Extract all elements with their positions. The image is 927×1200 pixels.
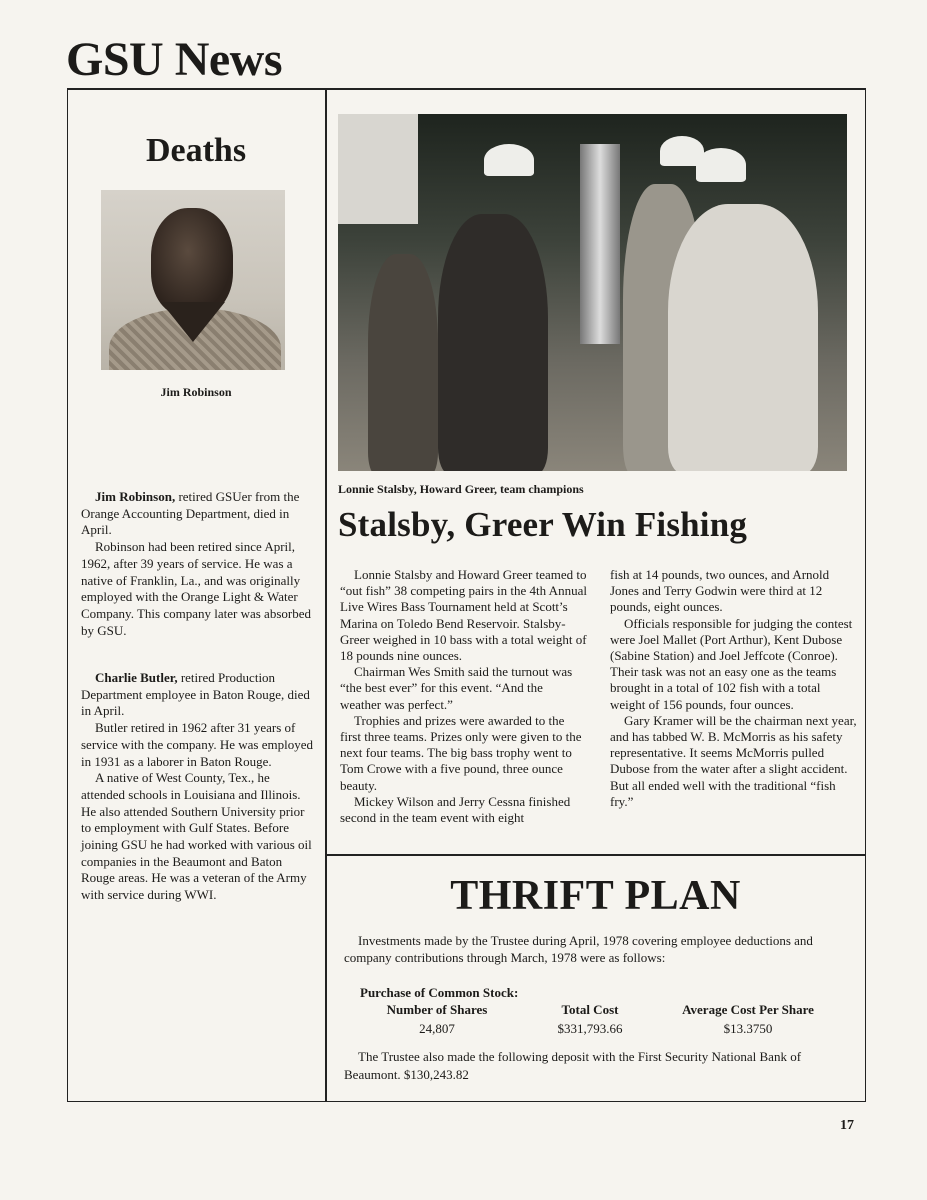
column-header: Total Cost (561, 1002, 619, 1017)
article-paragraph: Mickey Wilson and Jerry Cessna finished second in the team event with eight (340, 793, 571, 826)
column-header: Average Cost Per Share (682, 1002, 814, 1017)
obituary-lead: Charlie Butler, retired Production Department employee in Baton Rouge, died in April. (81, 670, 310, 719)
robinson-portrait (101, 190, 285, 370)
article-paragraph: Gary Kramer will be the chairman next year, and has tabbed W. B. McMorris as his safety representative. It seems McMorris pulled Dubose from the water after a slight accident. But all ended well with the traditional “fish fry.” (610, 712, 857, 809)
stock-column-average-cost (668, 1000, 828, 1038)
column-value: $331,793.66 (557, 1021, 623, 1036)
column-divider (325, 88, 327, 1101)
masthead-title: GSU News (66, 33, 283, 86)
obituary-butler (81, 670, 313, 904)
fishing-headline: Stalsby, Greer Win Fishing (338, 505, 748, 544)
deaths-heading: Deaths (145, 132, 247, 169)
article-paragraph: Chairman Wes Smith said the turnout was “the best ever” for this event. “And the weather was perfect.” (340, 664, 573, 712)
article-paragraph: fish at 14 pounds, two ounces, and Arnold Jones and Terry Godwin were third at 12 pounds, eight ounces. (610, 567, 830, 615)
obituary-lead: Jim Robinson, retired GSUer from the Orange Accounting Department, died in April. (81, 489, 300, 538)
stock-purchase-heading: Purchase of Common Stock: (360, 985, 519, 1000)
thrift-intro: Investments made by the Trustee during April, 1978 covering employee deductions and company contributions through March, 1978 were as follows: (344, 933, 813, 965)
article-paragraph: Trophies and prizes were awarded to the first three teams. Prizes only were given to the next four teams. The big bass trophy went to Tom Crowe with a five pound, three ounce beauty. (340, 712, 582, 793)
obituary-paragraph: Robinson had been retired since April, 1962, after 39 years of service. He was a native of Franklin, La., and was originally employed with the Orange Light & Water Company. This company later was absorbed by GSU. (81, 539, 311, 638)
page-number: 17 (840, 1118, 854, 1133)
column-header: Number of Shares (386, 1002, 488, 1017)
obituary-robinson (81, 489, 313, 639)
portrait-caption: Jim Robinson (160, 385, 232, 399)
fishing-column-1 (340, 567, 587, 826)
obituary-paragraph: A native of West County, Tex., he attended schools in Louisiana and Illinois. He also attended Southern University prior to employment with Gulf States. Before joining GSU he had worked with various oil companies in the Beaumont and Baton Rouge areas. He was a veteran of the Army with service during WWI. (81, 770, 312, 903)
obituary-name: Jim Robinson, (95, 489, 176, 504)
column-value: 24,807 (419, 1021, 455, 1036)
stock-column-shares (378, 1000, 496, 1038)
article-paragraph: Lonnie Stalsby and Howard Greer teamed to “out fish” 38 competing pairs in the 4th Annual Live Wires Bass Tournament held at Scott’s Marina on Toledo Bend Reservoir. Stalsby-Greer weighed in 10 bass with a total weight of 18 pounds nine ounces. (340, 567, 587, 664)
section-divider (326, 854, 865, 856)
thrift-plan-heading: THRIFT PLAN (450, 873, 741, 919)
fishing-column-2 (610, 567, 857, 810)
thrift-deposit: The Trustee also made the following deposit with the First Security National Bank of Beaumont. $130,243.82 (344, 1049, 802, 1082)
fishing-photo-caption: Lonnie Stalsby, Howard Greer, team champions (338, 482, 584, 496)
fishing-team-photo (338, 114, 847, 471)
stock-column-total-cost (540, 1000, 640, 1038)
obituary-paragraph: Butler retired in 1962 after 31 years of service with the company. He was employed in 1931 as a laborer in Baton Rouge. (81, 720, 314, 769)
article-paragraph: Officials responsible for judging the contest were Joel Mallet (Port Arthur), Kent Dubose (Sabine Station) and Joel Jeffcote (Conroe). Their task was not an easy one as the teams brought in a total of 102 fish with a total weight of 156 pounds, four ounces. (610, 615, 853, 712)
column-value: $13.3750 (723, 1021, 773, 1036)
obituary-name: Charlie Butler, (95, 670, 178, 685)
